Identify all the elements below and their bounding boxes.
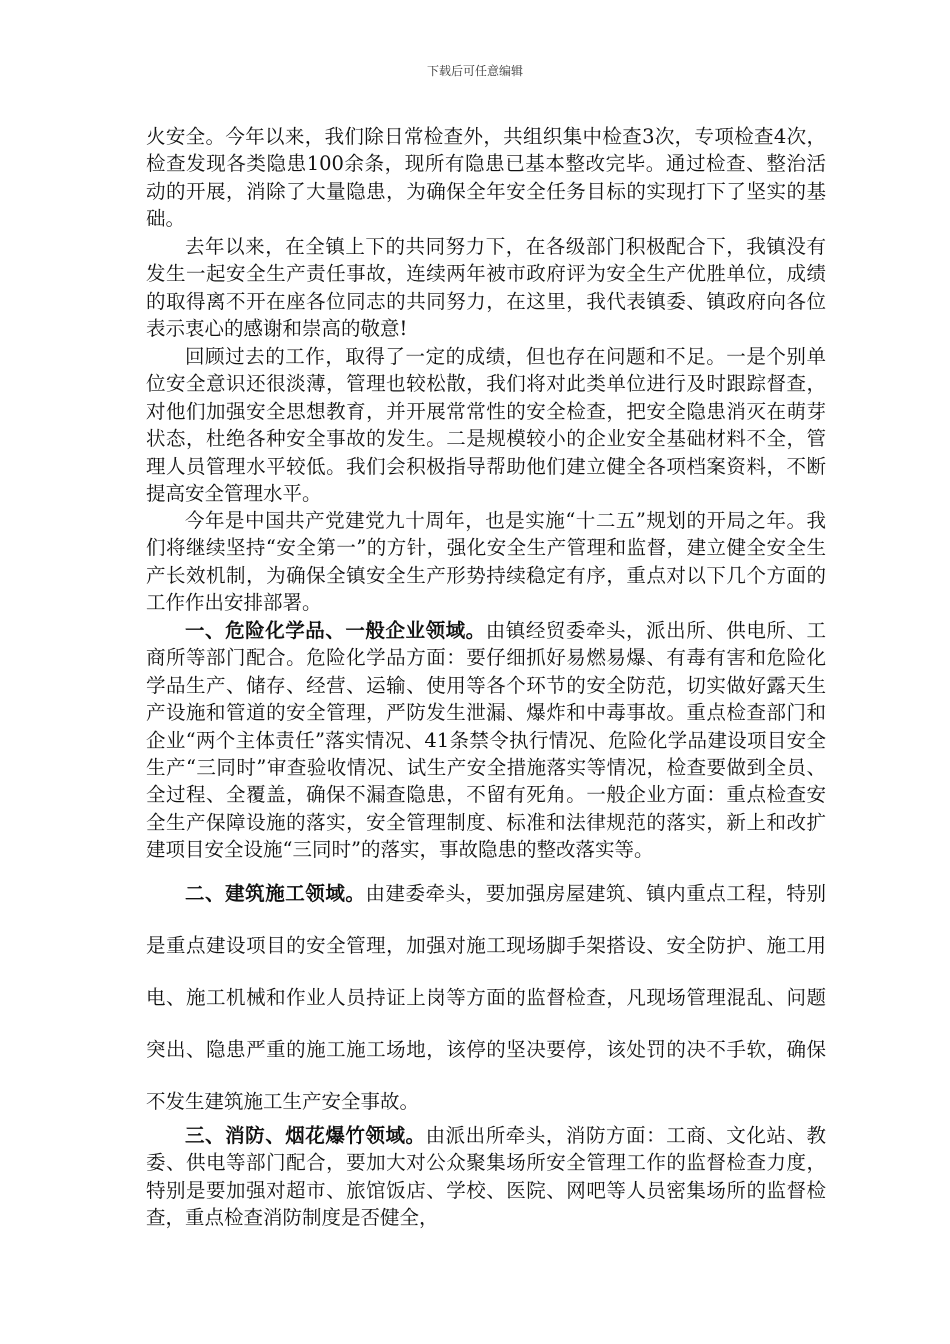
section-2-title: 二、建筑施工领域。 (185, 882, 366, 905)
section-2 (146, 868, 826, 1128)
paragraph-2: 去年以来，在全镇上下的共同努力下，在各级部门积极配合下，我镇没有发生一起安全生产责任事故，连续两年被市政府评为安全生产优胜单位，成绩的取得离不开在座各位同志的共同努力，在这里，我代表镇委、镇政府向各位表示衷心的感谢和崇高的敬意! (146, 235, 826, 341)
section-3-body: 由派出所牵头，消防方面：工商、文化站、教委、供电等部门配合，要加大对公众聚集场所安全管理工作的监督检查力度，特别是要加强对超市、旅馆饭店、学校、医院、网吧等人员密集场所的监督检查，重点检查消防制度是否健全， (146, 1124, 826, 1230)
section-1-body: 由镇经贸委牵头，派出所、供电所、工商所等部门配合。危险化学品方面：要仔细抓好易燃易爆、有毒有害和危险化学品生产、储存、经营、运输、使用等各个环节的安全防范，切实做好露天生产设施和管道的安全管理，严防发生泄漏、爆炸和中毒事故。重点检查部门和企业“两个主体责任”落实情况、41条禁令执行情况、危险化学品建设项目安全生产“三同时”审查验收情况、试生产安全措施落实等情况，检查要做到全员、全过程、全覆盖，确保不漏查隐患，不留有死角。一般企业方面：重点检查安全生产保障设施的落实，安全管理制度、标准和法律规范的落实，新上和改扩建项目安全设施“三同时”的落实，事故隐患的整改落实等。 (146, 619, 826, 862)
section-1 (146, 617, 826, 864)
paragraph-1: 火安全。今年以来，我们除日常检查外，共组织集中检查3次，专项检查4次，检查发现各类隐患100余条，现所有隐患已基本整改完毕。通过检查、整治活动的开展，消除了大量隐患，为确保全年安全任务目标的实现打下了坚实的基础。 (146, 125, 826, 231)
section-3 (146, 1122, 826, 1232)
section-3-title: 三、消防、烟花爆竹领域。 (185, 1124, 426, 1147)
section-1-title: 一、危险化学品、一般企业领域。 (185, 619, 486, 642)
paragraph-4: 今年是中国共产党建党九十周年，也是实施“十二五”规划的开局之年。我们将继续坚持“安全第一”的方针，强化安全生产管理和监督，建立健全安全生产长效机制，为确保全镇安全生产形势持续稳定有序，重点对以下几个方面的工作作出安排部署。 (146, 509, 826, 615)
section-2-body: 由建委牵头，要加强房屋建筑、镇内重点工程，特别是重点建设项目的安全管理，加强对施工现场脚手架搭设、安全防护、施工用电、施工机械和作业人员持证上岗等方面的监督检查，凡现场管理混乱、问题突出、隐患严重的施工施工场地，该停的坚决要停，该处罚的决不手软，确保不发生建筑施工生产安全事故。 (146, 882, 826, 1113)
paragraph-3: 回顾过去的工作，取得了一定的成绩，但也存在问题和不足。一是个别单位安全意识还很淡薄，管理也较松散，我们将对此类单位进行及时跟踪督查，对他们加强安全思想教育，并开展常常性的安全检查，把安全隐患消灭在萌芽状态，杜绝各种安全事故的发生。二是规模较小的企业安全基础材料不全，管理人员管理水平较低。我们会积极指导帮助他们建立健全各项档案资料，不断提高安全管理水平。 (146, 345, 826, 506)
page-header: 下载后可任意编辑 (426, 64, 523, 78)
